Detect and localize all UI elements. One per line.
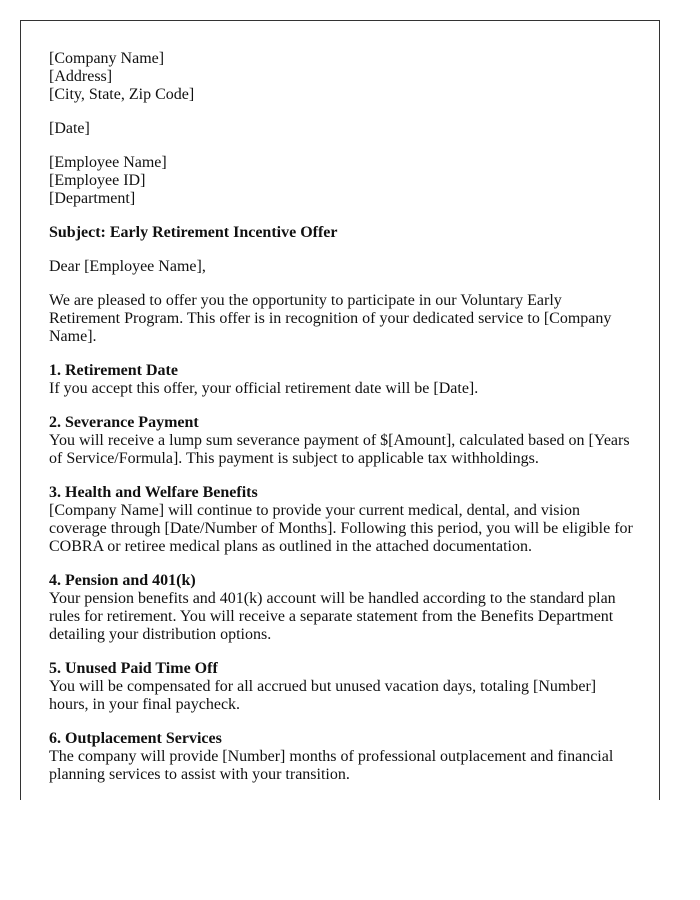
section-text-line: You will be compensated for all accrued but unused vacation days, totaling [Number] <box>49 678 597 695</box>
section-text-line: Your pension benefits and 401(k) account will be handled according to the standard plan <box>49 590 616 607</box>
section-text-line: planning services to assist with your transition. <box>49 766 350 783</box>
company-city: [City, State, Zip Code] <box>49 86 195 103</box>
section-text-line: rules for retirement. You will receive a separate statement from the Benefits Department <box>49 608 614 625</box>
section-1 <box>49 362 639 398</box>
section-text-line: of Service/Formula]. This payment is subject to applicable tax withholdings. <box>49 450 539 467</box>
section-text-line: If you accept this offer, your official retirement date will be [Date]. <box>49 380 479 397</box>
section-heading: 2. Severance Payment <box>49 414 199 431</box>
section-5 <box>49 660 639 714</box>
company-name: [Company Name] <box>49 50 165 67</box>
section-4 <box>49 572 639 644</box>
company-address: [Address] <box>49 68 113 85</box>
section-text-line: detailing your distribution options. <box>49 626 272 643</box>
section-heading: 1. Retirement Date <box>49 362 178 379</box>
section-heading: 4. Pension and 401(k) <box>49 572 196 589</box>
recipient-info <box>49 154 639 208</box>
section-text-line: The company will provide [Number] months of professional outplacement and financial <box>49 748 614 765</box>
section-heading: 6. Outplacement Services <box>49 730 222 747</box>
employee-id: [Employee ID] <box>49 172 146 189</box>
intro-paragraph <box>49 292 639 346</box>
section-text-line: hours, in your final paycheck. <box>49 696 241 713</box>
letter-page <box>20 20 660 800</box>
salutation: Dear [Employee Name], <box>49 258 206 275</box>
section-text-line: You will receive a lump sum severance payment of $[Amount], calculated based on [Years <box>49 432 630 449</box>
section-heading: 3. Health and Welfare Benefits <box>49 484 258 501</box>
department: [Department] <box>49 190 136 207</box>
section-text-line: coverage through [Date/Number of Months]. Following this period, you will be eligible for <box>49 520 633 537</box>
intro-line: Retirement Program. This offer is in recognition of your dedicated service to [Company <box>49 310 612 327</box>
section-heading: 5. Unused Paid Time Off <box>49 660 218 677</box>
sender-address <box>49 50 639 104</box>
section-text-line: [Company Name] will continue to provide your current medical, dental, and vision <box>49 502 580 519</box>
subject-line: Subject: Early Retirement Incentive Offer <box>49 224 338 241</box>
section-3 <box>49 484 639 556</box>
intro-line: We are pleased to offer you the opportunity to participate in our Voluntary Early <box>49 292 562 309</box>
section-text-line: COBRA or retiree medical plans as outlined in the attached documentation. <box>49 538 532 555</box>
intro-line: Name]. <box>49 328 97 345</box>
employee-name: [Employee Name] <box>49 154 167 171</box>
section-2 <box>49 414 639 468</box>
letter-date: [Date] <box>49 120 90 137</box>
section-6 <box>49 730 639 784</box>
